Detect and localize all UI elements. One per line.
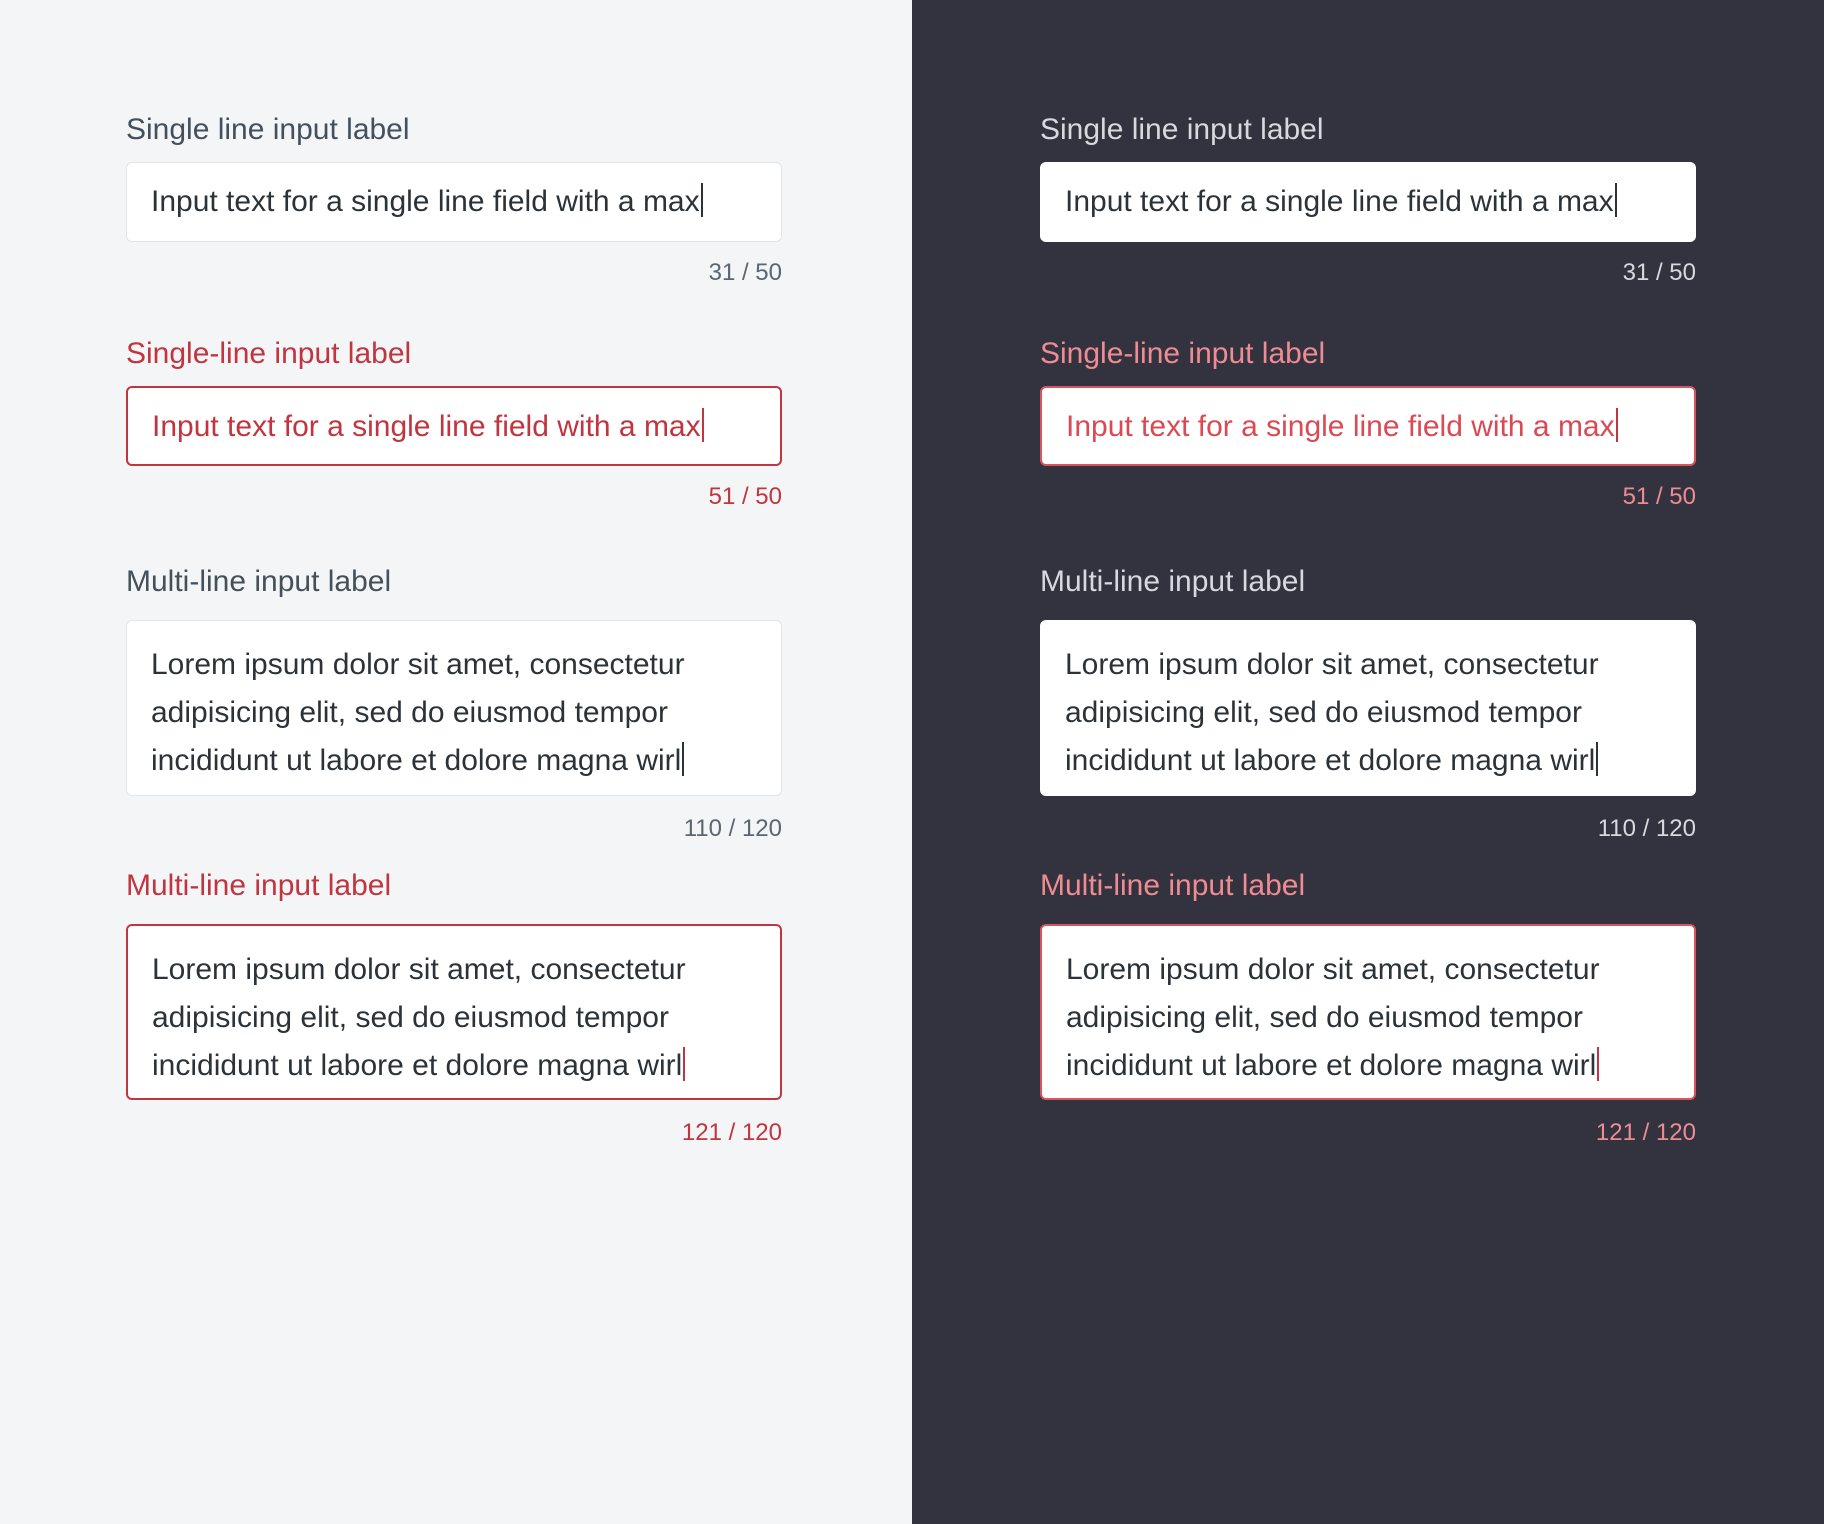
multi-line-textarea[interactable]	[1040, 620, 1696, 796]
text-caret	[702, 408, 704, 442]
multi-line-textarea-value: Lorem ipsum dolor sit amet, consectetur adipisicing elit, sed do eiusmod tempor incididunt ut labore et dolore magna wirl	[1065, 648, 1599, 777]
single-line-input[interactable]	[1040, 162, 1696, 242]
single-line-error-label: Single-line input label	[126, 337, 412, 370]
single-line-error-input-value: Input text for a single line field with a max	[1066, 408, 1670, 445]
text-caret	[1596, 742, 1598, 776]
multi-line-error-textarea[interactable]	[1040, 924, 1696, 1100]
multi-line-error-character-counter: 121 / 120	[1595, 1119, 1696, 1146]
single-line-error-character-counter: 51 / 50	[1622, 483, 1696, 510]
multi-line-label: Multi-line input label	[126, 565, 392, 598]
multi-line-textarea[interactable]	[126, 620, 782, 796]
multi-line-character-counter: 110 / 120	[683, 815, 782, 842]
text-caret	[682, 742, 684, 776]
dark-theme-panel	[912, 0, 1824, 1524]
text-caret	[683, 1047, 685, 1081]
single-line-error-input[interactable]	[126, 386, 782, 466]
single-line-error-character-counter: 51 / 50	[708, 483, 782, 510]
multi-line-error-label: Multi-line input label	[126, 869, 392, 902]
multi-line-error-character-counter: 121 / 120	[681, 1119, 782, 1146]
single-line-error-label: Single-line input label	[1040, 337, 1326, 370]
single-line-label: Single line input label	[1040, 113, 1324, 146]
single-line-character-counter: 31 / 50	[708, 259, 782, 286]
single-line-input-value: Input text for a single line field with a max	[151, 183, 757, 220]
single-line-input[interactable]	[126, 162, 782, 242]
multi-line-error-textarea[interactable]	[126, 924, 782, 1100]
multi-line-error-textarea-value: Lorem ipsum dolor sit amet, consectetur adipisicing elit, sed do eiusmod tempor incididunt ut labore et dolore magna wirl	[152, 953, 686, 1082]
text-caret	[1615, 183, 1617, 217]
multi-line-textarea-value: Lorem ipsum dolor sit amet, consectetur adipisicing elit, sed do eiusmod tempor incididunt ut labore et dolore magna wirl	[151, 648, 685, 777]
single-line-character-counter: 31 / 50	[1622, 259, 1696, 286]
multi-line-error-label: Multi-line input label	[1040, 869, 1306, 902]
text-caret	[1616, 408, 1618, 442]
single-line-error-input-value: Input text for a single line field with a max	[152, 408, 756, 445]
multi-line-error-textarea-value: Lorem ipsum dolor sit amet, consectetur adipisicing elit, sed do eiusmod tempor incididunt ut labore et dolore magna wirl	[1066, 953, 1600, 1082]
single-line-label: Single line input label	[126, 113, 410, 146]
single-line-input-value: Input text for a single line field with a max	[1065, 183, 1671, 220]
single-line-error-input[interactable]	[1040, 386, 1696, 466]
multi-line-label: Multi-line input label	[1040, 565, 1306, 598]
multi-line-character-counter: 110 / 120	[1597, 815, 1696, 842]
text-caret	[701, 183, 703, 217]
text-caret	[1597, 1047, 1599, 1081]
